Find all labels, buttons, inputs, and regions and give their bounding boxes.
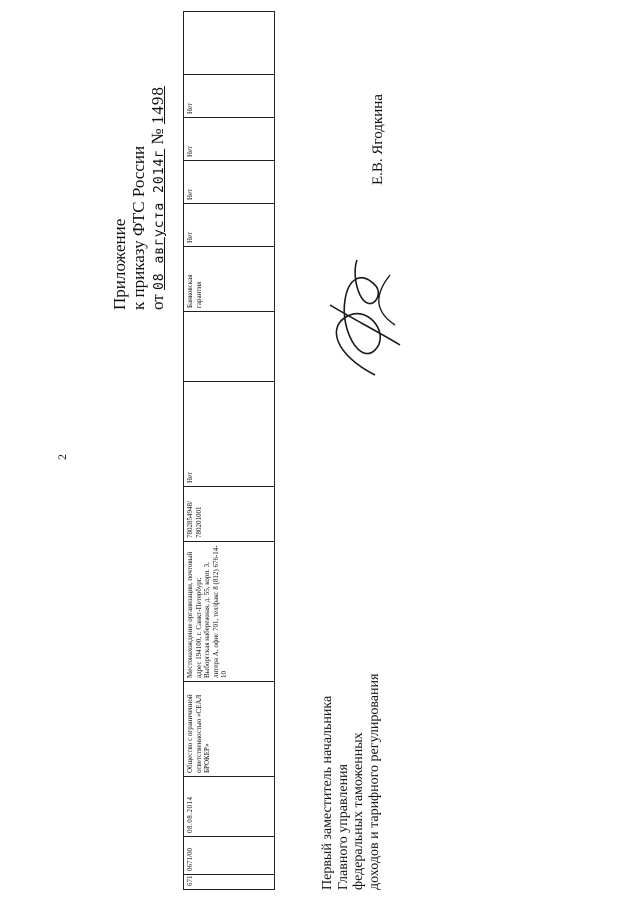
signatory-line-1: Первый заместитель начальника (320, 695, 335, 890)
cell-blank-1 (184, 312, 275, 382)
cell-branches: Нет (184, 382, 275, 487)
cell-c4: Нет (184, 75, 275, 118)
appendix-title: Приложение (110, 218, 129, 310)
cell-date: 08.08.2014 (184, 777, 275, 837)
cell-inn-kpp: 7802854948/ 780201001 (184, 487, 275, 542)
appendix-order-ref: к приказу ФТС России (129, 145, 148, 310)
cell-blank-2 (184, 12, 275, 75)
order-prefix: от (148, 294, 167, 310)
appendix-order-line (148, 86, 169, 310)
cell-reg-no: 0671/00 (184, 837, 275, 875)
cell-c1: Нет (184, 204, 275, 247)
appendix-header (110, 86, 169, 310)
signatory-line-4: доходов и тарифного регулирования (366, 673, 382, 890)
cell-address: Местонахождение организации, почтовый адрес 194100, г. Санкт-Петербург, Выборгская набережная, д. 55, корп. 3, литера А, офис 701, тел/факс 8 (812) 676-14-10 (184, 542, 275, 682)
signatory-line-3: федеральных таможенных (351, 732, 366, 890)
order-number: 1498 (148, 86, 167, 125)
signer-name: Е.В. Ягодкина (370, 94, 386, 185)
order-date: 08 августа 2014г (152, 148, 167, 291)
signatory-line-2: Главного управления (335, 764, 351, 890)
handwritten-signature (315, 255, 410, 385)
cell-c2: Нет (184, 161, 275, 204)
page-number: 2 (55, 454, 69, 460)
order-number-label: № (148, 128, 167, 145)
signatory-title (320, 674, 382, 890)
cell-num: 671 (184, 875, 275, 890)
cell-security: Банковская гарантия (184, 247, 275, 312)
cell-name: Общество с ограниченной ответственностью «СЕАЛ БРОКЕР» (184, 682, 275, 777)
cell-c3: Нет (184, 118, 275, 161)
register-table (183, 11, 275, 890)
table-row (184, 12, 275, 890)
